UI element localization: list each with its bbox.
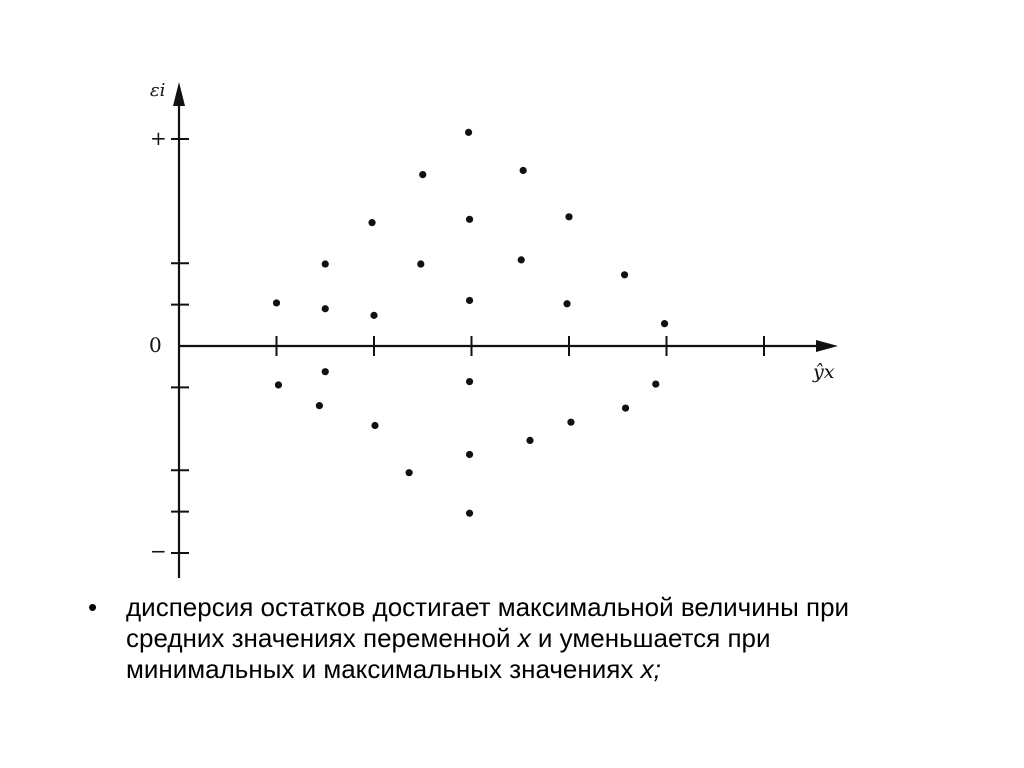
data-point (466, 451, 473, 458)
data-point (652, 380, 659, 387)
data-point (322, 305, 329, 312)
data-point (419, 171, 426, 178)
data-point (520, 167, 527, 174)
data-point (526, 437, 533, 444)
y-axis-label: εi (150, 80, 166, 101)
data-point (275, 381, 282, 388)
data-points (273, 129, 668, 517)
x-axis-arrow (816, 340, 838, 352)
bullet-line-2-start: средних значениях переменной (126, 623, 518, 653)
bullet-symbol: • (88, 592, 98, 622)
data-point (368, 219, 375, 226)
bullet-line-3 (126, 654, 966, 685)
data-point (322, 260, 329, 267)
data-point (417, 260, 424, 267)
y-tick-label-minus: − (150, 539, 167, 563)
data-point (466, 297, 473, 304)
y-tick-label-plus: + (150, 126, 167, 150)
bullet-text (126, 592, 966, 685)
data-point (518, 256, 525, 263)
data-point (621, 271, 628, 278)
y-axis-arrow (173, 82, 185, 106)
data-point (466, 510, 473, 517)
variable-x: х (517, 623, 531, 653)
data-point (406, 469, 413, 476)
bullet-line-2 (126, 623, 966, 654)
data-point (465, 129, 472, 136)
data-point (370, 312, 377, 319)
data-point (371, 422, 378, 429)
y-tick-label-zero: 0 (149, 333, 162, 357)
data-point (316, 402, 323, 409)
x-axis-label: ŷx (813, 361, 835, 383)
data-point (466, 378, 473, 385)
data-point (273, 299, 280, 306)
bullet-line-2-end: и уменьшается при (530, 623, 771, 653)
data-point (322, 368, 329, 375)
data-point (661, 320, 668, 327)
data-point (622, 405, 629, 412)
data-point (466, 216, 473, 223)
data-point (565, 213, 572, 220)
bullet-line-1: дисперсия остатков достигает максимальной величины при (126, 592, 850, 622)
bullet-line-3-start: минимальных и максимальных значениях (126, 654, 641, 684)
data-point (567, 419, 574, 426)
data-point (563, 300, 570, 307)
variable-x-end: х; (640, 654, 661, 684)
